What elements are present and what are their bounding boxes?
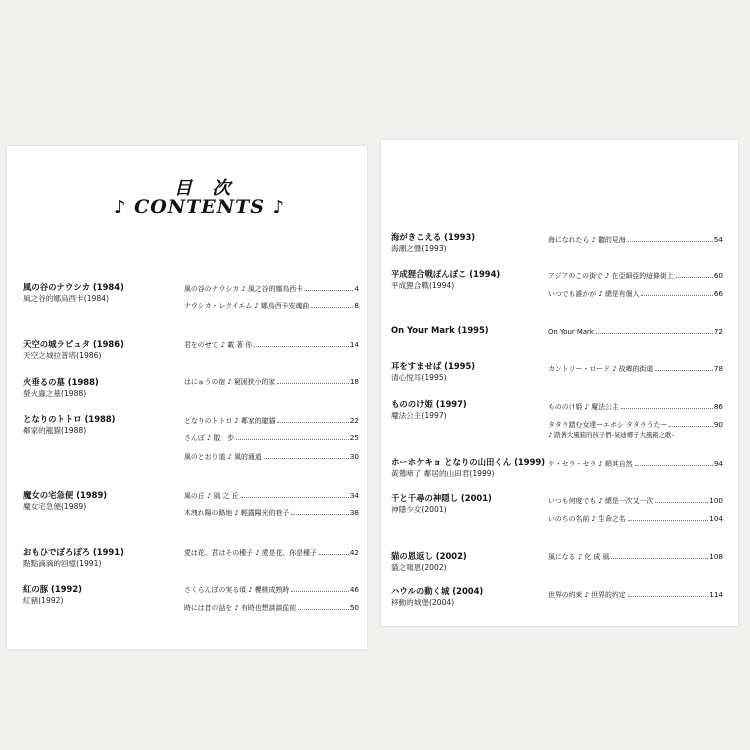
song-row[interactable] (548, 459, 723, 469)
song-row[interactable] (184, 603, 359, 613)
song-page-number: 30 (349, 452, 359, 461)
song-row[interactable] (548, 496, 723, 506)
song-row[interactable] (548, 271, 723, 281)
song-row[interactable] (184, 433, 359, 443)
work-year: (1991) (92, 547, 124, 557)
leader-dots (655, 370, 713, 371)
song-page-number: 34 (349, 491, 359, 500)
work-subtitle: 魔女宅急便(1989) (23, 502, 87, 511)
work-title-text: ホーホケキョ となりの山田くん (391, 457, 512, 467)
song-title: 愛は花、君はその種子 ♪ 愛是花、你是種子 (184, 549, 317, 557)
song-title: 海になれたら ♪ 聽的見海 (548, 236, 626, 244)
work-subtitle: 紅豬(1992) (23, 596, 64, 605)
work-title (391, 325, 489, 336)
work-subtitle: 螢火蟲之墓(1988) (23, 389, 87, 398)
song-row[interactable] (548, 327, 723, 337)
song-page-number: 42 (349, 548, 359, 557)
leader-dots (669, 426, 713, 427)
song-title: カントリー・ロード ♪ 故鄉的街道 (548, 365, 654, 373)
leader-dots (641, 295, 712, 296)
song-page-number: 18 (349, 377, 359, 386)
song-page-number: 94 (713, 459, 723, 468)
right-page (381, 140, 738, 626)
song-page-number: 14 (349, 340, 359, 349)
work-year: (1995) (444, 361, 476, 371)
left-page (7, 146, 367, 649)
leader-dots (305, 290, 353, 291)
song-page-number: 22 (349, 416, 359, 425)
song-title: ナウシカ・レクイエム ♪ 娜烏西卡安魂曲 (184, 302, 310, 310)
work-subtitle: 魔法公主(1997) (391, 411, 447, 420)
song-page-number: 100 (709, 496, 723, 505)
title-japanese: 目 次 (174, 178, 238, 199)
title-english (114, 196, 285, 218)
song-title: タタラ踏む女達ーエボシ タタラうたー (548, 421, 668, 429)
song-title: 君をのせて ♪ 載 著 你 (184, 341, 253, 349)
work-entry (391, 493, 492, 515)
song-title: となりのトトロ ♪ 鄰家的龍貓 (184, 417, 276, 425)
work-entry (23, 547, 124, 569)
song-row[interactable] (184, 284, 359, 294)
song-page-number: 104 (709, 514, 723, 523)
song-page-number: 54 (713, 235, 723, 244)
work-year: (1999) (514, 457, 546, 467)
work-year: (1992) (51, 584, 83, 594)
leader-dots (596, 333, 713, 334)
song-row[interactable] (184, 585, 359, 595)
leader-dots (319, 554, 349, 555)
song-page-number: 66 (713, 289, 723, 298)
work-entry (391, 232, 475, 254)
song-title: いつも何度でも ♪ 總是一次又一次 (548, 497, 654, 505)
song-title: 世界の約束 ♪ 世界的約定 (548, 591, 626, 599)
leader-dots (277, 383, 349, 384)
work-year: (2001) (460, 493, 492, 503)
work-entry (391, 361, 475, 383)
song-page-number: 50 (349, 603, 359, 612)
music-note-icon: ♪ (114, 197, 127, 218)
work-entry (391, 457, 545, 479)
work-subtitle: 鄰家的龍貓(1988) (23, 426, 87, 435)
work-year: (1993) (444, 232, 476, 242)
work-title-text: 天空の城ラピュタ (23, 339, 90, 349)
work-title-text: 耳をすませば (391, 361, 442, 371)
song-title: いのちの名前 ♪ 生命之名 (548, 515, 626, 523)
song-row[interactable] (184, 340, 359, 350)
work-title (23, 377, 99, 388)
work-entry (391, 269, 500, 291)
song-row[interactable] (184, 508, 359, 518)
work-year: (2004) (452, 586, 484, 596)
work-entry (23, 377, 99, 399)
song-page-number: 46 (349, 585, 359, 594)
work-title (391, 551, 467, 562)
work-title-text: 千と千尋の神隠し (391, 493, 458, 503)
leader-dots (291, 591, 349, 592)
song-page-number: 72 (713, 327, 723, 336)
work-year: (1989) (76, 490, 108, 500)
leader-dots (676, 277, 713, 278)
work-entry (391, 325, 489, 336)
song-row[interactable] (548, 552, 723, 562)
song-page-number: 4 (354, 284, 359, 293)
work-title (391, 399, 467, 410)
work-title (23, 490, 107, 501)
song-page-number: 60 (713, 271, 723, 280)
song-translation-extra: ♪ 踏著大風箱的孩子們-某迪郷子大風箱之歌- (548, 431, 674, 439)
work-title (391, 232, 475, 243)
work-title-text: もののけ姫 (391, 399, 433, 409)
song-title: いつでも誰かが ♪ 總是有個人 (548, 290, 640, 298)
work-year: (1994) (469, 269, 501, 279)
song-page-number: 78 (713, 364, 723, 373)
work-title (23, 584, 82, 595)
song-title: さくらんぼの実る頃 ♪ 櫻桃成熟時 (184, 586, 290, 594)
work-subtitle: 點點滴滴的回憶(1991) (23, 559, 102, 568)
song-row[interactable] (548, 590, 723, 600)
leader-dots (655, 502, 708, 503)
work-title-text: 平成狸合戦ぽんぽこ (391, 269, 467, 279)
work-year: (1984) (92, 282, 124, 292)
work-title-text: On Your Mark (391, 325, 455, 335)
work-title (23, 339, 124, 350)
work-title-text: 海がきこえる (391, 232, 442, 242)
song-title: アジアのこの街で ♪ 在亞細亞的這條街上 (548, 272, 674, 280)
work-subtitle: 移動的城堡(2004) (391, 598, 455, 607)
song-page-number: 108 (709, 552, 723, 561)
song-row[interactable] (184, 452, 359, 462)
song-title: もののけ姫 ♪ 魔法公主 (548, 403, 619, 411)
leader-dots (611, 558, 708, 559)
work-title-text: 魔女の宅急便 (23, 490, 74, 500)
song-row[interactable] (548, 514, 723, 524)
work-title (391, 269, 500, 280)
song-page-number: 38 (349, 508, 359, 517)
work-title (23, 547, 124, 558)
work-title (391, 457, 545, 468)
work-year: (2002) (435, 551, 467, 561)
song-title: ケ・セラ・セラ ♪ 順其自然 (548, 460, 633, 468)
work-title-text: 紅の豚 (23, 584, 49, 594)
song-row[interactable] (184, 491, 359, 501)
work-entry (23, 282, 124, 304)
work-title-text: 猫の恩返し (391, 551, 433, 561)
leader-dots (254, 346, 349, 347)
work-title-text: となりのトトロ (23, 414, 82, 424)
work-title (23, 414, 116, 425)
song-title: さんぽ ♪ 散 步 (184, 434, 235, 442)
leader-dots (298, 609, 349, 610)
song-title: 風の谷のナウシカ ♪ 風之谷的娜烏西卡 (184, 285, 304, 293)
work-title (391, 361, 475, 372)
work-subtitle: 風之谷的娜烏西卡(1984) (23, 294, 109, 303)
leader-dots (264, 458, 349, 459)
work-subtitle: 神隱少女(2001) (391, 505, 447, 514)
work-entry (23, 414, 116, 436)
work-subtitle: 清心悅耳(1995) (391, 373, 447, 382)
leader-dots (635, 465, 713, 466)
song-title: On Your Mark (548, 328, 594, 336)
leader-dots (277, 422, 348, 423)
work-year: (1988) (67, 377, 99, 387)
leader-dots (291, 514, 349, 515)
song-row[interactable] (184, 416, 359, 426)
work-entry (23, 490, 107, 512)
song-title: はにゅうの宿 ♪ 窮困狭小的家 (184, 378, 276, 386)
song-row[interactable] (184, 301, 359, 311)
song-page-number: 90 (713, 420, 723, 429)
work-subtitle: 貓之報恩(2002) (391, 563, 447, 572)
leader-dots (621, 408, 713, 409)
song-row[interactable] (548, 235, 723, 245)
work-entry (391, 399, 467, 421)
song-page-number: 25 (349, 433, 359, 442)
work-subtitle: 平成狸合戰(1994) (391, 281, 455, 290)
title-english-text: CONTENTS (134, 196, 266, 218)
song-title: 時には昔の話を ♪ 有時也想談談從前 (184, 604, 297, 612)
leader-dots (311, 307, 353, 308)
work-subtitle: 黃鶯啼了 鄰居的山田君(1999) (391, 469, 495, 478)
work-entry (23, 339, 124, 361)
work-title-text: 風の谷のナウシカ (23, 282, 90, 292)
work-title (391, 586, 483, 597)
work-year: (1988) (84, 414, 116, 424)
work-title-text: おもひでぽろぽろ (23, 547, 90, 557)
song-page-number: 114 (709, 590, 723, 599)
leader-dots (628, 241, 713, 242)
song-title: 風の丘 ♪ 風 之 丘 (184, 492, 239, 500)
work-title (391, 493, 492, 504)
song-page-number: 86 (713, 402, 723, 411)
work-title (23, 282, 124, 293)
music-note-icon: ♪ (272, 197, 286, 218)
work-title-text: 火垂るの墓 (23, 377, 65, 387)
song-title: 風になる ♪ 化 成 風 (548, 553, 610, 561)
song-row[interactable] (184, 548, 359, 558)
work-entry (23, 584, 82, 606)
song-page-number: 8 (354, 301, 359, 310)
song-row[interactable] (548, 420, 723, 430)
song-title: 風のとおり道 ♪ 風的通道 (184, 453, 262, 461)
leader-dots (628, 596, 709, 597)
work-entry (391, 551, 467, 573)
contents-title-block (7, 146, 367, 226)
work-subtitle: 海潮之聲(1993) (391, 244, 447, 253)
song-title: 木洩れ陽の路地 ♪ 輕露陽光的巷子 (184, 509, 290, 517)
leader-dots (236, 439, 349, 440)
work-title-text: ハウルの動く城 (391, 586, 450, 596)
song-row[interactable] (548, 289, 723, 299)
song-row[interactable] (184, 377, 359, 387)
work-year: (1997) (435, 399, 467, 409)
work-year: (1986) (92, 339, 124, 349)
work-year: (1995) (457, 325, 489, 335)
song-row[interactable] (548, 364, 723, 374)
leader-dots (628, 520, 709, 521)
work-entry (391, 586, 483, 608)
song-row[interactable] (548, 402, 723, 412)
leader-dots (241, 497, 349, 498)
work-subtitle: 天空之城拉普塔(1986) (23, 351, 102, 360)
